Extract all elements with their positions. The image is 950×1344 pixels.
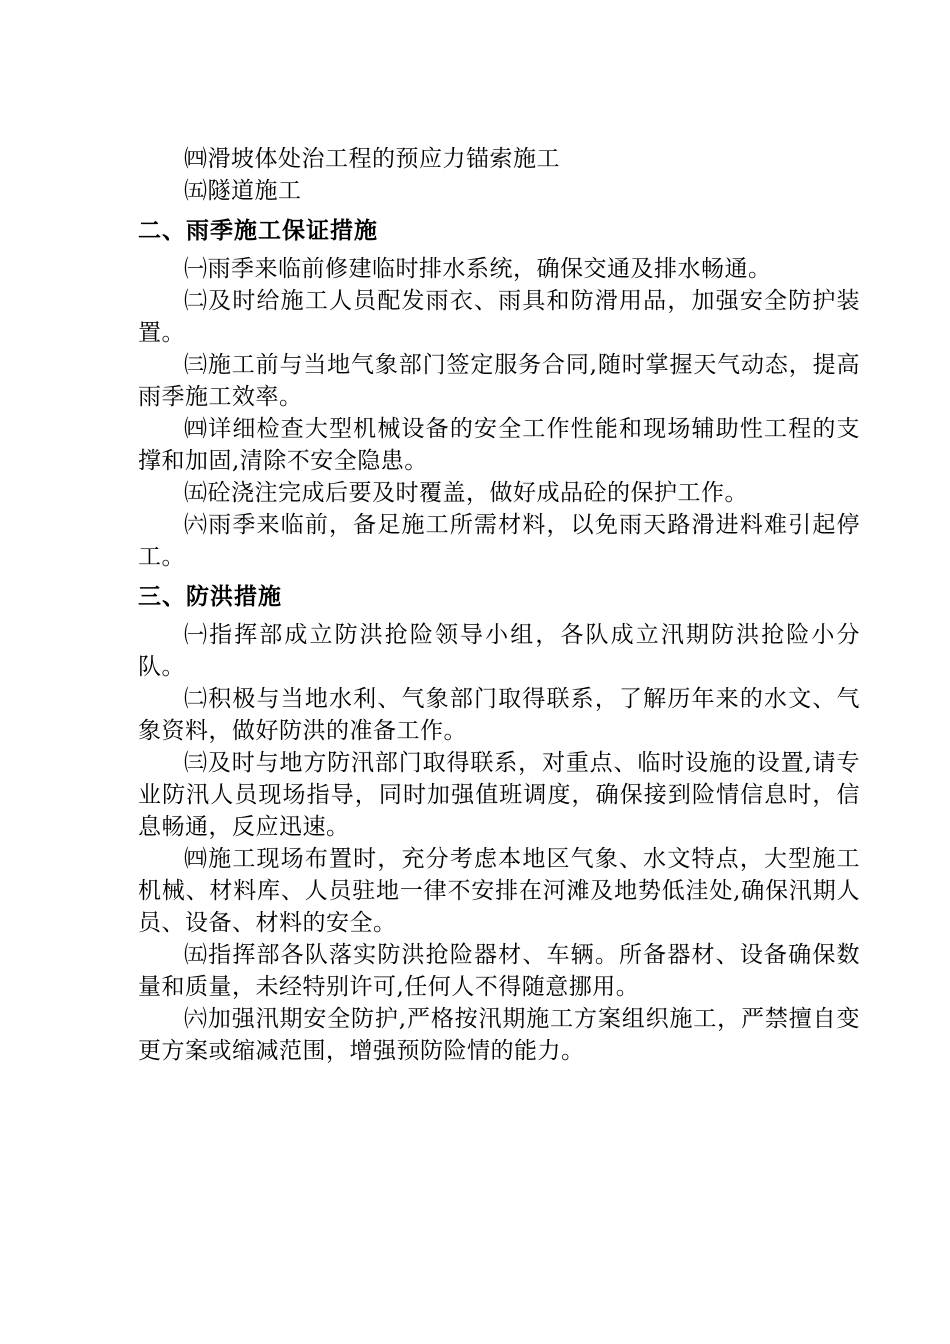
paragraph-rain-item6: ㈥雨季来临前，备足施工所需材料，以免雨天路滑进料难引起停工。 — [138, 512, 860, 570]
section-heading-rainy-season: 二、雨季施工保证措施 — [138, 218, 378, 244]
paragraph-rain-item2: ㈡及时给施工人员配发雨衣、雨具和防滑用品，加强安全防护装置。 — [138, 288, 860, 346]
paragraph-flood-item6: ㈥加强汛期安全防护,严格按汛期施工方案组织施工，严禁擅自变更方案或缩减范围，增强预防险情的能力。 — [138, 1006, 860, 1064]
paragraph-flood-item5: ㈤指挥部各队落实防洪抢险器材、车辆。所备器材、设备确保数量和质量，未经特别许可,任何人不得随意挪用。 — [138, 942, 860, 1000]
paragraph-rain-item3: ㈢施工前与当地气象部门签定服务合同,随时掌握天气动态，提高雨季施工效率。 — [138, 352, 860, 410]
paragraph-flood-item4: ㈣施工现场布置时，充分考虑本地区气象、水文特点，大型施工机械、材料库、人员驻地一律不安排在河滩及地势低洼处,确保汛期人员、设备、材料的安全。 — [138, 846, 860, 936]
paragraph-flood-item1: ㈠指挥部成立防洪抢险领导小组，各队成立汛期防洪抢险小分队。 — [138, 622, 860, 680]
paragraph-rain-item1: ㈠雨季来临前修建临时排水系统，确保交通及排水畅通。 — [184, 256, 772, 282]
section-heading-flood-control: 三、防洪措施 — [138, 584, 282, 610]
paragraph-rain-item4: ㈣详细检查大型机械设备的安全工作性能和现场辅助性工程的支撑和加固,清除不安全隐患。 — [138, 416, 860, 474]
document-body — [138, 143, 860, 1067]
paragraph-rain-item5: ㈤砼浇注完成后要及时覆盖，做好成品砼的保护工作。 — [184, 480, 748, 506]
paragraph-section1-item5: ㈤隧道施工 — [184, 178, 302, 204]
paragraph-flood-item3: ㈢及时与地方防汛部门取得联系，对重点、临时设施的设置,请专业防汛人员现场指导，同时加强值班调度，确保接到险情信息时，信息畅通，反应迅速。 — [138, 750, 860, 840]
paragraph-section1-item4: ㈣滑坡体处治工程的预应力锚索施工 — [184, 146, 560, 172]
paragraph-flood-item2: ㈡积极与当地水利、气象部门取得联系，了解历年来的水文、气象资料，做好防洪的准备工作。 — [138, 686, 860, 744]
